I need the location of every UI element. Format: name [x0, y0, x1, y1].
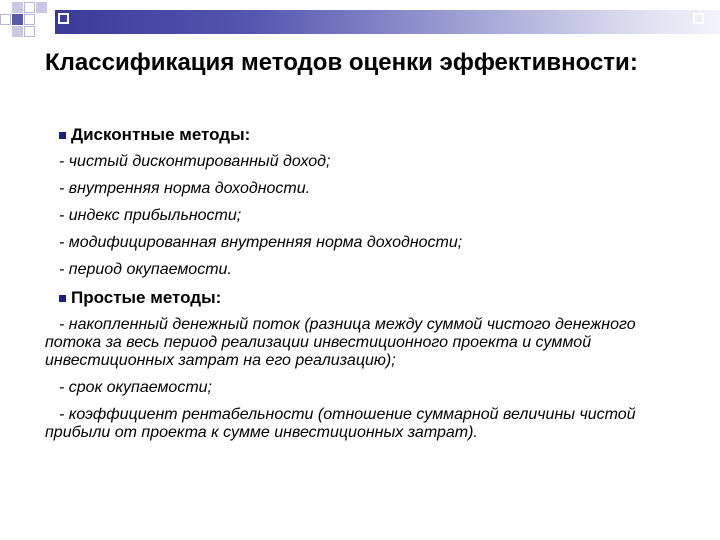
- list-item: - период окупаемости.: [59, 261, 232, 278]
- header-decoration: [0, 0, 720, 48]
- header-gradient-band: [55, 10, 720, 34]
- slide-title: Классификация методов оценки эффективности:: [45, 49, 638, 76]
- decor-square: [0, 14, 11, 25]
- list-item: - коэффициент рентабельности (отношение суммарной величины чистой прибыли от проекта к сумме инвестиционных затрат).: [45, 406, 636, 441]
- list-item: - индекс прибыльности;: [59, 207, 242, 224]
- section-heading-simple: [59, 288, 685, 308]
- list-item: - срок окупаемости;: [59, 379, 212, 396]
- decor-square: [24, 26, 35, 37]
- decor-square: [12, 26, 23, 37]
- decor-square: [12, 2, 23, 13]
- decor-square: [693, 13, 704, 24]
- decor-square: [24, 14, 35, 25]
- square-bullet-icon: [59, 295, 66, 302]
- list-item: - модифицированная внутренняя норма доходности;: [59, 234, 463, 251]
- decor-square: [58, 13, 69, 24]
- section-heading-discount: [59, 125, 685, 145]
- slide-content: [45, 125, 685, 451]
- square-bullet-icon: [59, 132, 66, 139]
- decor-square: [12, 14, 23, 25]
- list-item: - внутренняя норма доходности.: [59, 180, 311, 197]
- decor-square: [36, 2, 47, 13]
- section-heading-label: Дисконтные методы:: [71, 125, 251, 144]
- decor-square: [24, 2, 35, 13]
- list-item: - накопленный денежный поток (разница между суммой чистого денежного потока за весь период реализации инвестиционного проекта и суммой инвестиционных затрат на его реализацию);: [45, 316, 636, 369]
- list-item: - чистый дисконтированный доход;: [59, 153, 331, 170]
- section-heading-label: Простые методы:: [71, 288, 222, 307]
